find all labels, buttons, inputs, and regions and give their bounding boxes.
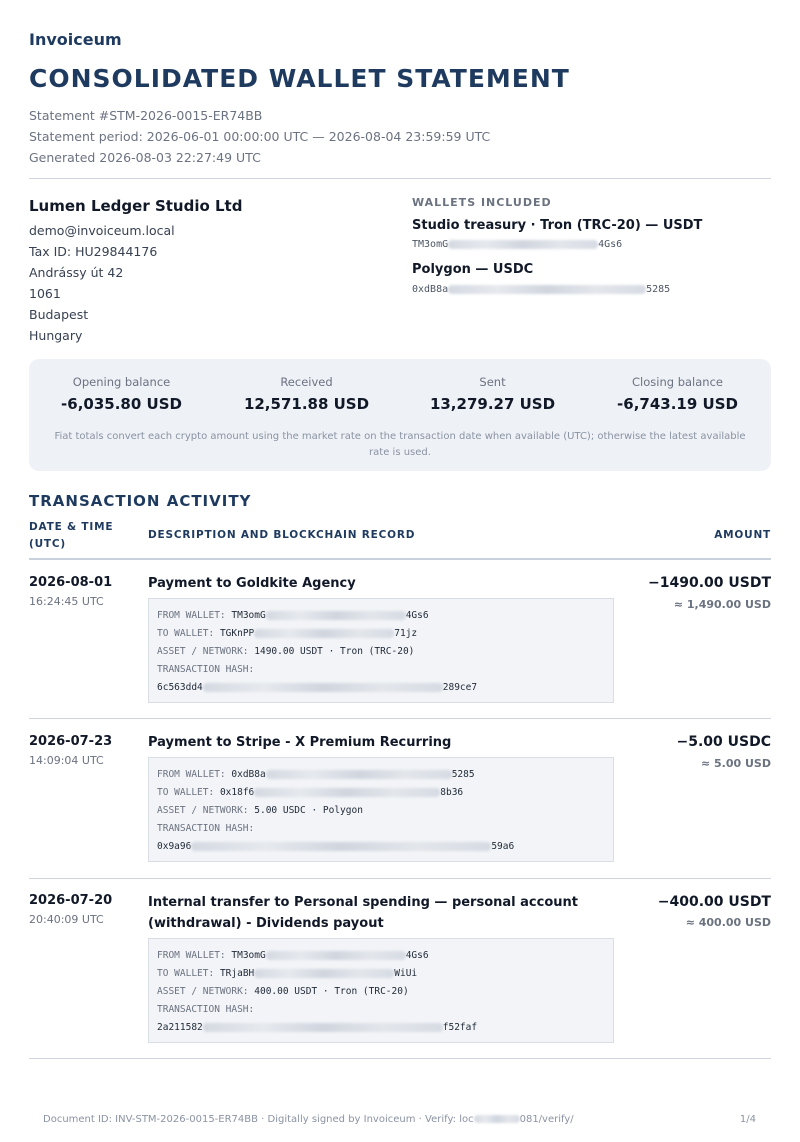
closing-balance — [585, 375, 770, 413]
balance-summary — [29, 359, 771, 471]
tx-amount: −5.00 USDC — [676, 734, 771, 750]
wallets-heading: WALLETS INCLUDED — [412, 196, 552, 209]
table-header-divider — [29, 558, 771, 560]
company-name: Lumen Ledger Studio Ltd — [29, 197, 243, 215]
tx-amount: −400.00 USDT — [657, 894, 771, 910]
tx-date: 2026-08-01 — [29, 575, 113, 590]
row-divider — [29, 878, 771, 879]
transaction-hash: 6c563dd4 289ce7 — [157, 682, 478, 693]
from-wallet-line: FROM WALLET: 0xdB8a 5285 — [157, 769, 475, 780]
redacted-blur — [266, 770, 452, 779]
wallet-name: Polygon — USDC — [412, 262, 534, 277]
tx-date: 2026-07-20 — [29, 893, 113, 908]
sent-label: Sent — [479, 375, 506, 389]
blockchain-record — [148, 938, 614, 1043]
wallet-address: 0xdB8a 5285 — [412, 284, 671, 295]
brand-name: Invoiceum — [29, 30, 122, 49]
redacted-blur — [254, 629, 394, 638]
tx-fiat-amount: ≈ 1,490.00 USD — [673, 598, 771, 611]
opening-balance-value: -6,035.80 USD — [61, 395, 182, 413]
tx-description: Internal transfer to Personal spending — personal account (withdrawal) - Dividends payout — [148, 895, 578, 931]
to-wallet-line: TO WALLET: 0x18f6 8b36 — [157, 787, 464, 798]
hash-label: TRANSACTION HASH: — [157, 664, 255, 675]
closing-balance-label: Closing balance — [632, 375, 723, 389]
page-number: 1/4 — [739, 1114, 756, 1125]
company-email: demo@invoiceum.local — [29, 223, 175, 238]
column-header-description: DESCRIPTION AND BLOCKCHAIN RECORD — [148, 529, 416, 541]
company-postcode: 1061 — [29, 286, 61, 301]
opening-balance — [29, 375, 214, 413]
redacted-blur — [254, 788, 440, 797]
received-label: Received — [280, 375, 333, 389]
received-value: 12,571.88 USD — [243, 395, 370, 413]
column-header-date: DATE & TIME (UTC) — [29, 521, 114, 550]
wallet-name: Studio treasury · Tron (TRC-20) — USDT — [412, 218, 703, 233]
redacted-blur — [203, 683, 443, 692]
row-divider — [29, 718, 771, 719]
statement-number: Statement #STM-2026-0015-ER74BB — [29, 108, 263, 123]
to-wallet-line: TO WALLET: TGKnPP 71jz — [157, 628, 418, 639]
tx-description: Payment to Stripe - X Premium Recurring — [148, 735, 452, 750]
asset-network-line: ASSET / NETWORK: 1490.00 USDT · Tron (TRC-20) — [157, 646, 415, 657]
redacted-blur — [448, 285, 646, 294]
asset-network-line: ASSET / NETWORK: 5.00 USDC · Polygon — [157, 805, 363, 816]
closing-balance-value: -6,743.19 USD — [617, 395, 738, 413]
page-title: CONSOLIDATED WALLET STATEMENT — [29, 64, 570, 93]
statement-period: Statement period: 2026-06-01 00:00:00 UTC — 2026-08-04 23:59:59 UTC — [29, 129, 491, 144]
tx-time: 20:40:09 UTC — [29, 913, 104, 926]
transaction-hash: 2a211582 f52faf — [157, 1022, 478, 1033]
sent-total — [400, 375, 585, 413]
from-wallet-line: FROM WALLET: TM3omG 4Gs6 — [157, 950, 429, 961]
blockchain-record — [148, 598, 614, 703]
fiat-conversion-note: Fiat totals convert each crypto amount using the market rate on the transaction date when available (UTC); otherwise the latest available rate is used. — [54, 431, 746, 458]
sent-value: 13,279.27 USD — [429, 395, 556, 413]
redacted-blur — [474, 1115, 520, 1123]
redacted-blur — [203, 1023, 443, 1032]
company-tax-id: Tax ID: HU29844176 — [29, 244, 158, 259]
header-divider — [29, 178, 771, 179]
row-divider — [29, 1058, 771, 1059]
wallet-address: TM3omG 4Gs6 — [412, 239, 623, 250]
company-street: Andrássy út 42 — [29, 265, 124, 280]
tx-amount: −1490.00 USDT — [648, 575, 771, 591]
company-city: Budapest — [29, 307, 89, 322]
opening-balance-label: Opening balance — [72, 375, 171, 389]
received-total — [214, 375, 399, 413]
company-country: Hungary — [29, 328, 83, 343]
hash-label: TRANSACTION HASH: — [157, 1004, 255, 1015]
asset-network-line: ASSET / NETWORK: 400.00 USDT · Tron (TRC-20) — [157, 986, 409, 997]
tx-fiat-amount: ≈ 5.00 USD — [700, 757, 771, 770]
activity-title: TRANSACTION ACTIVITY — [29, 492, 252, 510]
redacted-blur — [266, 611, 406, 620]
tx-date: 2026-07-23 — [29, 734, 113, 749]
tx-time: 14:09:04 UTC — [29, 754, 104, 767]
hash-label: TRANSACTION HASH: — [157, 823, 255, 834]
transaction-hash: 0x9a96 59a6 — [157, 841, 515, 852]
tx-fiat-amount: ≈ 400.00 USD — [685, 916, 771, 929]
from-wallet-line: FROM WALLET: TM3omG 4Gs6 — [157, 610, 429, 621]
tx-time: 16:24:45 UTC — [29, 595, 104, 608]
redacted-blur — [448, 240, 598, 249]
to-wallet-line: TO WALLET: TRjaBH WiUi — [157, 968, 418, 979]
document-footer: Document ID: INV-STM-2026-0015-ER74BB · Digitally signed by Invoiceum · Verify: loc 081/verify/ — [43, 1114, 574, 1125]
column-header-amount: AMOUNT — [714, 529, 771, 541]
generated-timestamp: Generated 2026-08-03 22:27:49 UTC — [29, 150, 261, 165]
redacted-blur — [254, 969, 394, 978]
redacted-blur — [266, 951, 406, 960]
blockchain-record — [148, 757, 614, 862]
tx-description: Payment to Goldkite Agency — [148, 576, 356, 591]
redacted-blur — [191, 842, 491, 851]
